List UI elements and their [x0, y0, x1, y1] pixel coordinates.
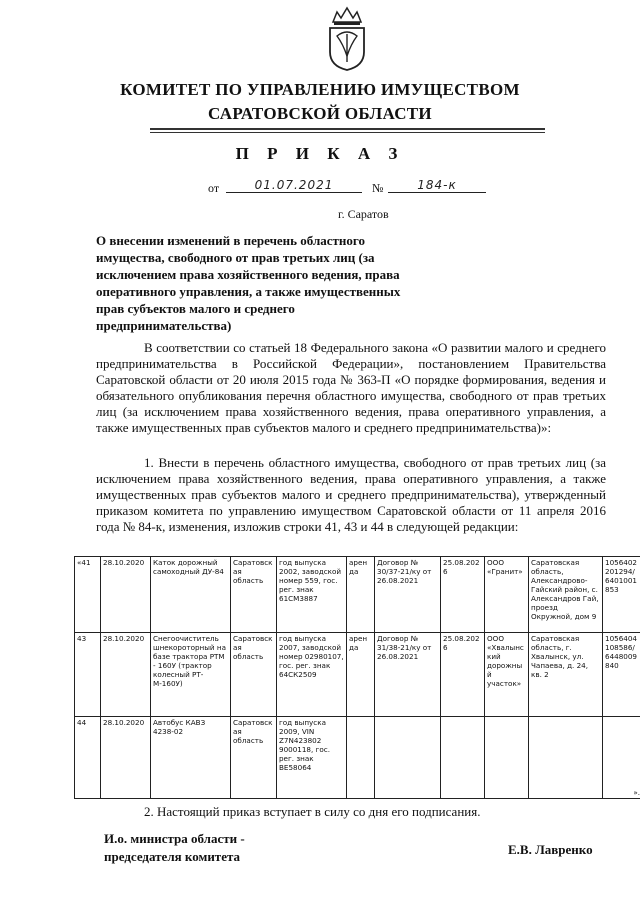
tenant-name: ООО «Хвалынский дорожный участок»	[485, 633, 529, 717]
property-name: Снегоочиститель шнекороторный на базе трактора РТМ - 160У (трактор колесный РТ-М-160У)	[151, 633, 231, 717]
signatory-name: Е.В. Лавренко	[508, 842, 593, 857]
row-number: «41	[75, 557, 101, 633]
table-row	[75, 557, 640, 633]
row-number: 44	[75, 717, 101, 799]
tenant-ogrn-inn: ».	[603, 717, 640, 799]
contract-end-date: 25.08.2026	[441, 633, 485, 717]
property-location: Саратовская область	[231, 717, 277, 799]
order-number: 184-к	[388, 178, 486, 193]
tenant-name	[485, 717, 529, 799]
signatory-position-line2: председателя комитета	[104, 849, 241, 864]
encumbrance-type: аренда	[347, 633, 375, 717]
property-details: год выпуска 2002, заводской номер 559, гос. рег. знак 61СМ3887	[277, 557, 347, 633]
row-number: 43	[75, 633, 101, 717]
table-row	[75, 633, 640, 717]
number-prefix: №	[372, 181, 384, 195]
item-1-text: 1. Внести в перечень областного имущества, свободного от прав третьих лиц (за исключением права хозяйственного ведения, права оперативного управления, а также имущественных прав субъектов малого и среднего предпринимательства), утвержденный приказом комитета по управлению имуществом Саратовской области от 11 апреля 2016 года № 84-к, изменения, изложив строки 41, 43 и 44 в следующей редакции:	[96, 455, 606, 534]
property-name: Каток дорожный самоходный ДУ-84	[151, 557, 231, 633]
item-2-text: 2. Настоящий приказ вступает в силу со дня его подписания.	[144, 804, 481, 819]
committee-name-line2: САРАТОВСКОЙ ОБЛАСТИ	[208, 104, 432, 123]
inclusion-date: 28.10.2020	[101, 557, 151, 633]
property-name: Автобус КАВЗ 4238-02	[151, 717, 231, 799]
signatory-position	[104, 830, 245, 866]
contract-end-date	[441, 717, 485, 799]
tenant-address	[529, 717, 603, 799]
date-prefix: от	[208, 181, 220, 195]
item-1-paragraph	[96, 455, 606, 535]
inclusion-date: 28.10.2020	[101, 717, 151, 799]
property-location: Саратовская область	[231, 633, 277, 717]
encumbrance-type	[347, 717, 375, 799]
order-title: П Р И К А З	[235, 144, 405, 163]
tenant-ogrn-inn: 1056402 201294/ 6401001 853	[603, 557, 640, 633]
property-table	[74, 556, 640, 799]
preamble-paragraph	[96, 340, 606, 436]
committee-name-line1: КОМИТЕТ ПО УПРАВЛЕНИЮ ИМУЩЕСТВОМ	[120, 80, 520, 99]
city: г. Саратов	[338, 207, 389, 221]
order-subject: О внесении изменений в перечень областного имущества, свободного от прав третьих лиц (за исключением права хозяйственного ведения, права оперативного управления, а также имущественных прав субъектов малого и среднего предпринимательства)	[96, 233, 401, 333]
property-details: год выпуска 2007, заводской номер 02980107, гос. рег. знак 64СК2509	[277, 633, 347, 717]
property-location: Саратовская область	[231, 557, 277, 633]
encumbrance-type: аренда	[347, 557, 375, 633]
tenant-address: Саратовская область, Александрово-Гайский район, с. Александров Гай, проезд Окружной, дом 9	[529, 557, 603, 633]
inclusion-date: 28.10.2020	[101, 633, 151, 717]
header-divider	[150, 128, 545, 130]
contract: Договор № 31/38-21/ку от 26.08.2021	[375, 633, 441, 717]
contract: Договор № 30/37-21/ку от 26.08.2021	[375, 557, 441, 633]
table-row	[75, 717, 640, 799]
contract	[375, 717, 441, 799]
property-details: год выпуска 2009, VIN Z7N423802 9000118, гос. рег. знак ВЕ58064	[277, 717, 347, 799]
coat-of-arms-emblem	[325, 6, 369, 72]
header-divider-thin	[150, 132, 545, 133]
item-2-paragraph	[96, 804, 606, 820]
signatory-position-line1: И.о. министра области -	[104, 831, 245, 846]
order-date: 01.07.2021	[226, 178, 362, 193]
tenant-name: ООО «Гранит»	[485, 557, 529, 633]
contract-end-date: 25.08.2026	[441, 557, 485, 633]
tenant-address: Саратовская область, г. Хвалынск, ул. Чапаева, д. 24, кв. 2	[529, 633, 603, 717]
tenant-ogrn-inn: 1056404 108586/ 6448009 840	[603, 633, 640, 717]
preamble-text: В соответствии со статьей 18 Федерального закона «О развитии малого и среднего предпринимательства в Российской Федерации», постановлением Правительства Саратовской области от 20 июля 2015 года № 363-П «О порядке формирования, ведения и обязательного опубликования перечня областного имущества, свободного от прав третьих лиц (за исключением права хозяйственного ведения, права оперативного управления, а также имущественных прав субъектов малого и среднего предпринимательства)»:	[96, 340, 606, 435]
